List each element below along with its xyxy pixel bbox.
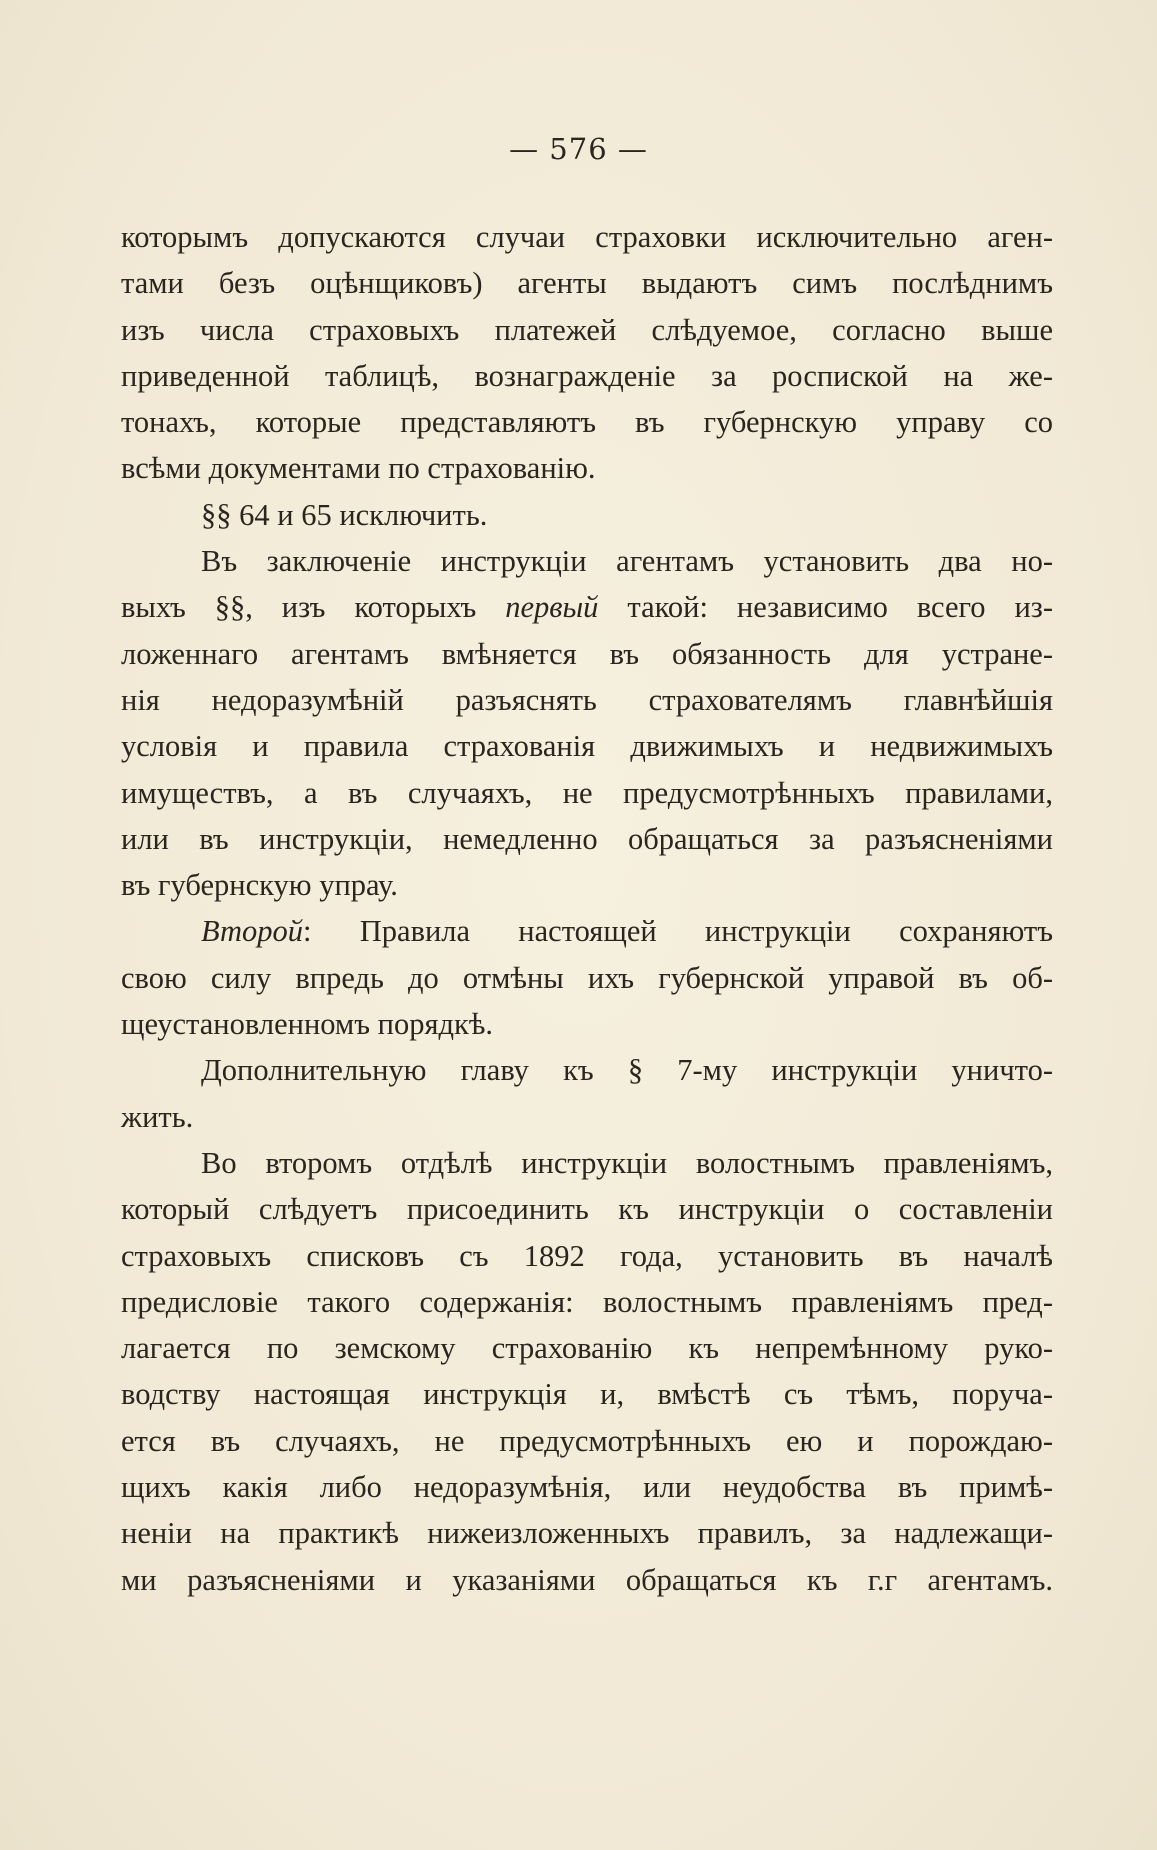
italic-word-first: первый bbox=[505, 590, 599, 625]
text-line-with-italic bbox=[121, 908, 1053, 954]
text-line: Во второмъ отдѣлѣ инструкціи волостнымъ правленіямъ, bbox=[201, 1145, 1053, 1180]
text-line: Дополнительную главу къ § 7-му инструкціи уничто- bbox=[201, 1053, 1053, 1088]
text-line: или въ инструкціи, немедленно обращаться за разъясненіями bbox=[121, 821, 1053, 856]
text-line: ми разъясненіями и указаніями обращаться къ г.г агентамъ. bbox=[121, 1562, 1053, 1597]
text-line: щеустановленномъ порядкѣ. bbox=[121, 1007, 494, 1042]
text-line: Въ заключеніе инструкціи агентамъ установить два но- bbox=[201, 544, 1053, 579]
text-line: предисловіе такого содержанія: волостнымъ правленіямъ пред- bbox=[121, 1284, 1053, 1319]
text-line: всѣми документами по страхованію. bbox=[121, 451, 596, 486]
text-line: нія недоразумѣній разъяснять страхователямъ главнѣйшія bbox=[121, 682, 1053, 717]
text-line: жить. bbox=[121, 1099, 194, 1134]
text-line-with-italic bbox=[121, 584, 1053, 630]
text-line: имуществъ, а въ случаяхъ, не предусмотрѣнныхъ правилами, bbox=[121, 775, 1053, 810]
text-line: ложеннаго агентамъ вмѣняется въ обязанность для устране- bbox=[121, 636, 1053, 671]
text-line: свою силу впредь до отмѣны ихъ губернской управой въ об- bbox=[121, 960, 1053, 995]
text-line: щихъ какія либо недоразумѣнія, или неудобства въ примѣ- bbox=[121, 1470, 1053, 1505]
text-line: которымъ допускаются случаи страховки исключительно аген- bbox=[121, 220, 1053, 254]
text-line: §§ 64 и 65 исключить. bbox=[201, 497, 488, 532]
text-line: условія и правила страхованія движимыхъ и недвижимыхъ bbox=[121, 729, 1053, 764]
text-line: страховыхъ списковъ съ 1892 года, установить въ началѣ bbox=[121, 1238, 1053, 1273]
text-line: тами безъ оцѣнщиковъ) агенты выдаютъ симъ послѣднимъ bbox=[121, 266, 1053, 301]
text-line: водству настоящая инструкція и, вмѣстѣ съ тѣмъ, поруча- bbox=[121, 1377, 1053, 1412]
text-line: въ губернскую упрау. bbox=[121, 868, 398, 903]
page-body bbox=[121, 214, 1053, 1603]
text-line: тонахъ, которые представляютъ въ губернскую управу со bbox=[121, 405, 1053, 440]
text-fragment: : Правила настоящей инструкціи сохраняютъ bbox=[303, 914, 1053, 949]
text-line: лагается по земскому страхованію къ непремѣнному руко- bbox=[121, 1331, 1053, 1366]
text-fragment: такой: независимо всего из- bbox=[598, 590, 1053, 625]
text-line: который слѣдуетъ присоединить къ инструкціи о составленіи bbox=[121, 1192, 1053, 1227]
italic-word-second: Второй bbox=[201, 914, 304, 949]
text-fragment: выхъ §§, изъ которыхъ bbox=[121, 590, 506, 625]
text-line: ется въ случаяхъ, не предусмотрѣнныхъ ею и порождаю- bbox=[121, 1423, 1053, 1458]
page-number: — 576 — bbox=[509, 132, 648, 166]
text-line: неніи на практикѣ нижеизложенныхъ правилъ, за надлежащи- bbox=[121, 1516, 1053, 1551]
text-line: приведенной таблицѣ, вознагражденіе за роспиской на же- bbox=[121, 358, 1053, 393]
text-line: изъ числа страховыхъ платежей слѣдуемое, согласно выше bbox=[121, 312, 1053, 347]
